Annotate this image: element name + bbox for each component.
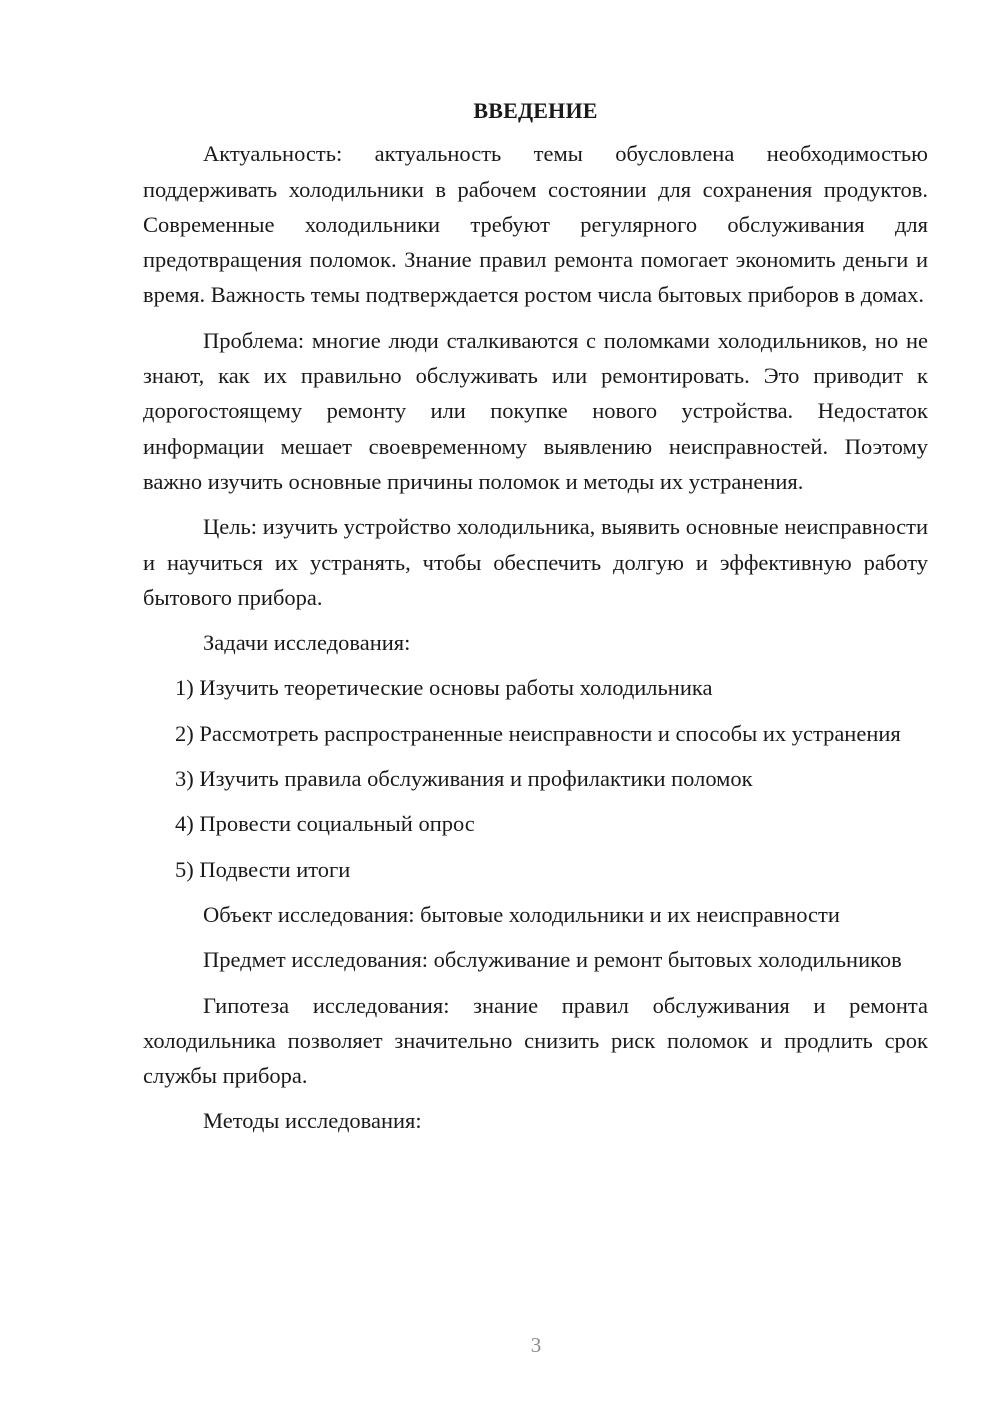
- relevance-paragraph: Актуальность: актуальность темы обусловлена необходимостью поддерживать холодильники в рабочем состоянии для сохранения продуктов. Современные холодильники требуют регулярного обслуживания для предотвращения поломок. Знание правил ремонта помогает экономить деньги и время. Важность темы подтверждается ростом числа бытовых приборов в домах.: [143, 141, 928, 308]
- goal-paragraph: Цель: изучить устройство холодильника, выявить основные неисправности и научиться их устранять, чтобы обеспечить долгую и эффективную работу бытового прибора.: [143, 514, 928, 610]
- hypothesis-paragraph: Гипотеза исследования: знание правил обслуживания и ремонта холодильника позволяет значительно снизить риск поломок и продлить срок службы прибора.: [143, 992, 928, 1089]
- page-title: ВВЕДЕНИЕ: [473, 98, 598, 123]
- problem-paragraph: Проблема: многие люди сталкиваются с поломками холодильников, но не знают, как их правильно обслуживать или ремонтировать. Это приводит к дорогостоящему ремонту или покупке нового устройства. Недостаток информации мешает своевременному выявлению неисправностей. Поэтому важно изучить основные причины поломок и методы их устранения.: [143, 327, 928, 494]
- task-item-5: 5) Подвести итоги: [175, 856, 351, 882]
- task-item-1: 1) Изучить теоретические основы работы холодильника: [175, 675, 713, 701]
- tasks-heading: Задачи исследования:: [203, 630, 411, 656]
- object-paragraph: Объект исследования: бытовые холодильники и их неисправности: [203, 901, 840, 927]
- task-item-2: 2) Рассмотреть распространенные неисправности и способы их устранения: [175, 720, 901, 746]
- task-item-4: 4) Провести социальный опрос: [175, 811, 475, 837]
- document-body: [143, 93, 928, 1149]
- page-number: 3: [530, 1333, 542, 1357]
- methods-heading: Методы исследования:: [203, 1108, 422, 1134]
- task-item-3: 3) Изучить правила обслуживания и профилактики поломок: [175, 766, 753, 792]
- subject-paragraph: Предмет исследования: обслуживание и ремонт бытовых холодильников: [203, 947, 902, 973]
